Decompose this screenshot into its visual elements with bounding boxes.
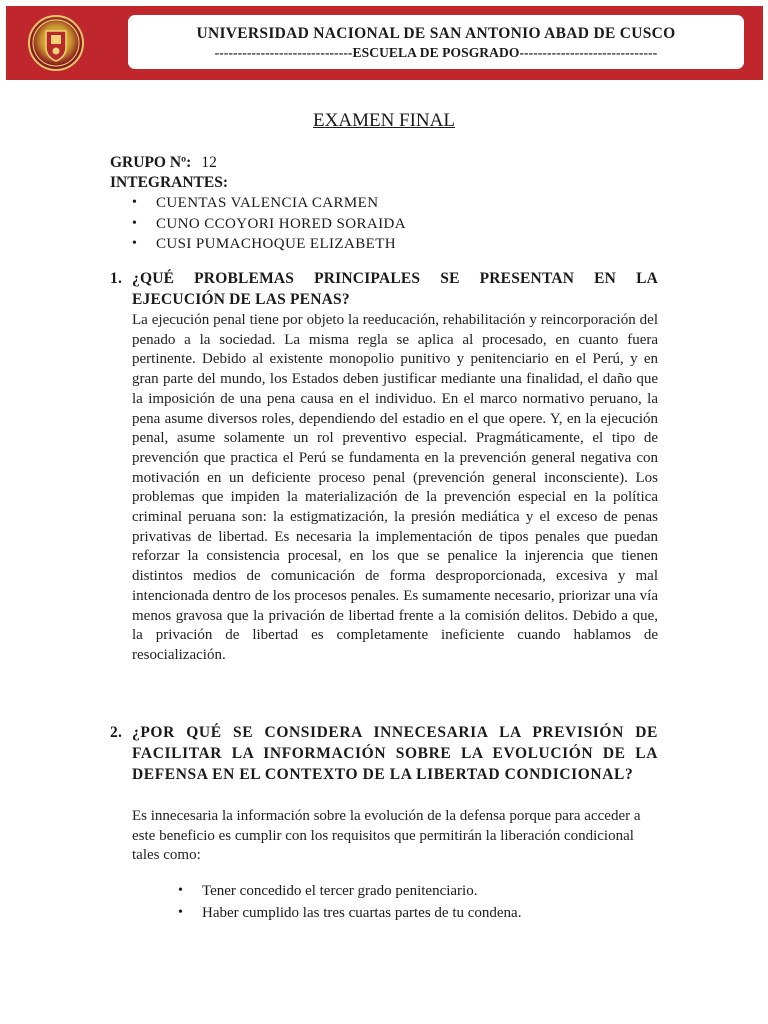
list-item: [178, 880, 521, 902]
header-banner: [6, 6, 763, 80]
requirements-list: [178, 880, 521, 924]
requirement-text: Tener concedido el tercer grado penitenciario.: [202, 883, 478, 899]
question-2: [110, 722, 658, 785]
answer-2: Es innecesaria la información sobre la evolución de la defensa porque para acceder a este beneficio es cumplir con los requisitos que permitirán la liberación condicional tales como:: [132, 808, 641, 864]
group-row: [110, 153, 228, 173]
header-title-box: [128, 15, 744, 69]
bullet-icon: •: [132, 236, 138, 251]
members-row: [110, 173, 228, 193]
member-name: CUNO CCOYORI HORED SORAIDA: [156, 215, 406, 232]
bullet-icon: •: [178, 883, 183, 898]
school-name: ------------------------------ESCUELA DE POSGRADO------------------------------: [214, 45, 658, 60]
member-name: CUENTAS VALENCIA CARMEN: [156, 195, 379, 211]
answer-1: La ejecución penal tiene por objeto la reeducación, rehabilitación y reincorporación del penado a la sociedad. La misma regla se aplica al procesado, en cuanto fuera pertinente. Debido al existente monopolio punitivo y penitenciario en el Perú, y en gran parte del mundo, los Estados deben justificar mediante una finalidad, el daño que la imposición de una pena causa en el individuo. En el marco normativo peruano, la pena asume diversos roles, dependiendo del estadio en el que opere. Y, en la ejecución penal, asume solamente un rol preventivo especial. Pragmáticamente, el tipo de prevención que practica el Perú se fundamenta en la prevención general negativa con motivación en un deficiente proceso penal (prevención general inconsciente). Los problemas que impiden la materialización de la prevención especial en la política criminal peruana son: la estigmatización, la presión mediática y el exceso de penas privativas de libertad. Es necesaria la implementación de tipos penales que puedan reforzar la consistencia procesal, en los que se penalice la injerencia que tienen distintos medios de comunicación de forma desproporcionada, excesiva y mal intencionada dentro de los procesos penales. Es sumamente necesario, priorizar una vía menos gravosa que la privación de libertad frente a la comisión delitos. Debido a que, la privación de libertad es completamente ineficiente cuando hablamos de resocialización.: [132, 312, 658, 663]
group-label: GRUPO Nº:: [110, 154, 192, 171]
bullet-icon: •: [132, 215, 138, 231]
question-number: 1.: [110, 270, 123, 287]
group-info: [110, 153, 228, 193]
university-name: UNIVERSIDAD NACIONAL DE SAN ANTONIO ABAD DE CUSCO: [196, 25, 676, 42]
bullet-icon: •: [178, 905, 183, 920]
member-name: CUSI PUMACHOQUE ELIZABETH: [156, 236, 396, 252]
requirement-text: Haber cumplido las tres cuartas partes de tu condena.: [202, 905, 522, 921]
list-item: [132, 234, 406, 255]
members-list: [132, 193, 406, 255]
question-text: ¿QUÉ PROBLEMAS PRINCIPALES SE PRESENTAN EN LA EJECUCIÓN DE LAS PENAS?: [132, 270, 658, 308]
list-item: [178, 902, 521, 924]
group-number: 12: [201, 154, 217, 171]
members-label: INTEGRANTES:: [110, 174, 228, 191]
question-text: ¿POR QUÉ SE CONSIDERA INNECESARIA LA PREVISIÓN DE FACILITAR LA INFORMACIÓN SOBRE LA EVOLUCIÓN DE LA DEFENSA EN EL CONTEXTO DE LA LIBERTAD CONDICIONAL?: [132, 724, 658, 783]
exam-title: EXAMEN FINAL: [313, 110, 455, 131]
university-seal-icon: [28, 15, 84, 71]
question-number: 2.: [110, 724, 123, 741]
list-item: [132, 193, 406, 214]
bullet-icon: •: [132, 195, 138, 210]
question-1: [110, 268, 658, 310]
list-item: [132, 214, 406, 235]
